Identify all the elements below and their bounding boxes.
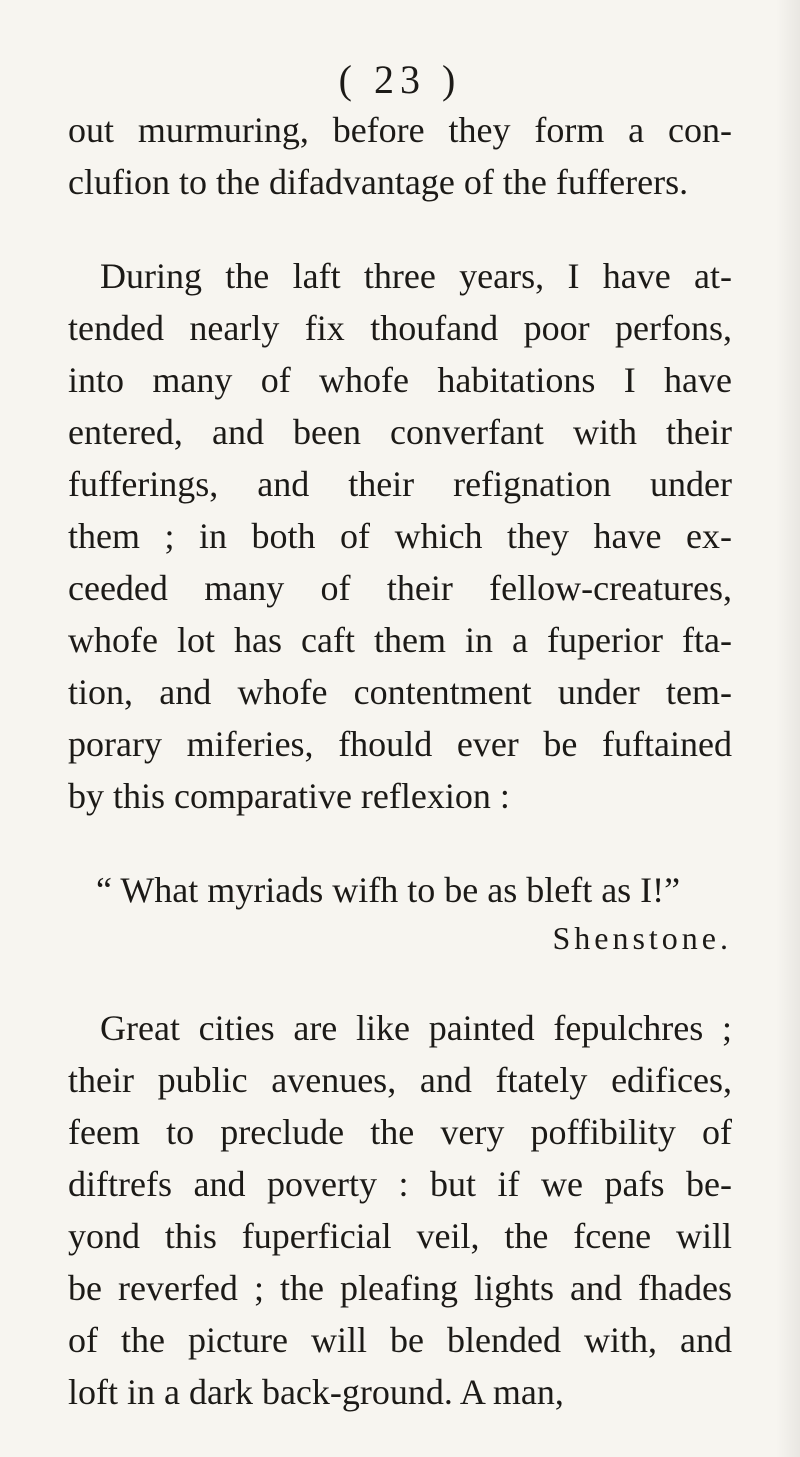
- text-line: entered, and been converfant with their: [68, 412, 732, 452]
- text-line: Great cities are like painted fepulchres ;: [100, 1008, 732, 1048]
- text-line: diftrefs and poverty : but if we pafs be-: [68, 1164, 732, 1204]
- text-line: porary miferies, fhould ever be fuftained: [68, 724, 732, 764]
- text-line: them ; in both of which they have ex-: [68, 516, 732, 556]
- quotation: “ What myriads wifh to be as bleft as I!”: [96, 870, 681, 910]
- text-line: clufion to the difadvantage of the fufferers.: [68, 162, 689, 202]
- text-line: fufferings, and their refignation under: [68, 464, 732, 504]
- text-line: yond this fuperficial veil, the fcene will: [68, 1216, 732, 1256]
- text-line: tended nearly fix thoufand poor perfons,: [68, 308, 732, 348]
- text-line: tion, and whofe contentment under tem-: [68, 672, 732, 712]
- text-line: by this comparative reflexion :: [68, 776, 510, 816]
- text-line: feem to preclude the very poffibility of: [68, 1112, 732, 1152]
- text-line: ceeded many of their fellow-creatures,: [68, 568, 732, 608]
- text-line: loft in a dark back-ground. A man,: [68, 1372, 564, 1412]
- text-line: During the laft three years, I have at-: [100, 256, 732, 296]
- quotation-attribution: Shenstone.: [552, 920, 732, 956]
- text-line: be reverfed ; the pleafing lights and fhades: [68, 1268, 732, 1308]
- text-line: into many of whofe habitations I have: [68, 360, 732, 400]
- text-line: whofe lot has caft them in a fuperior fta-: [68, 620, 732, 660]
- text-line: of the picture will be blended with, and: [68, 1320, 732, 1360]
- text-line: out murmuring, before they form a con-: [68, 110, 732, 150]
- page-edge-shadow: [776, 0, 800, 1457]
- page-number: ( 23 ): [338, 57, 462, 102]
- text-line: their public avenues, and ftately edifices,: [68, 1060, 732, 1100]
